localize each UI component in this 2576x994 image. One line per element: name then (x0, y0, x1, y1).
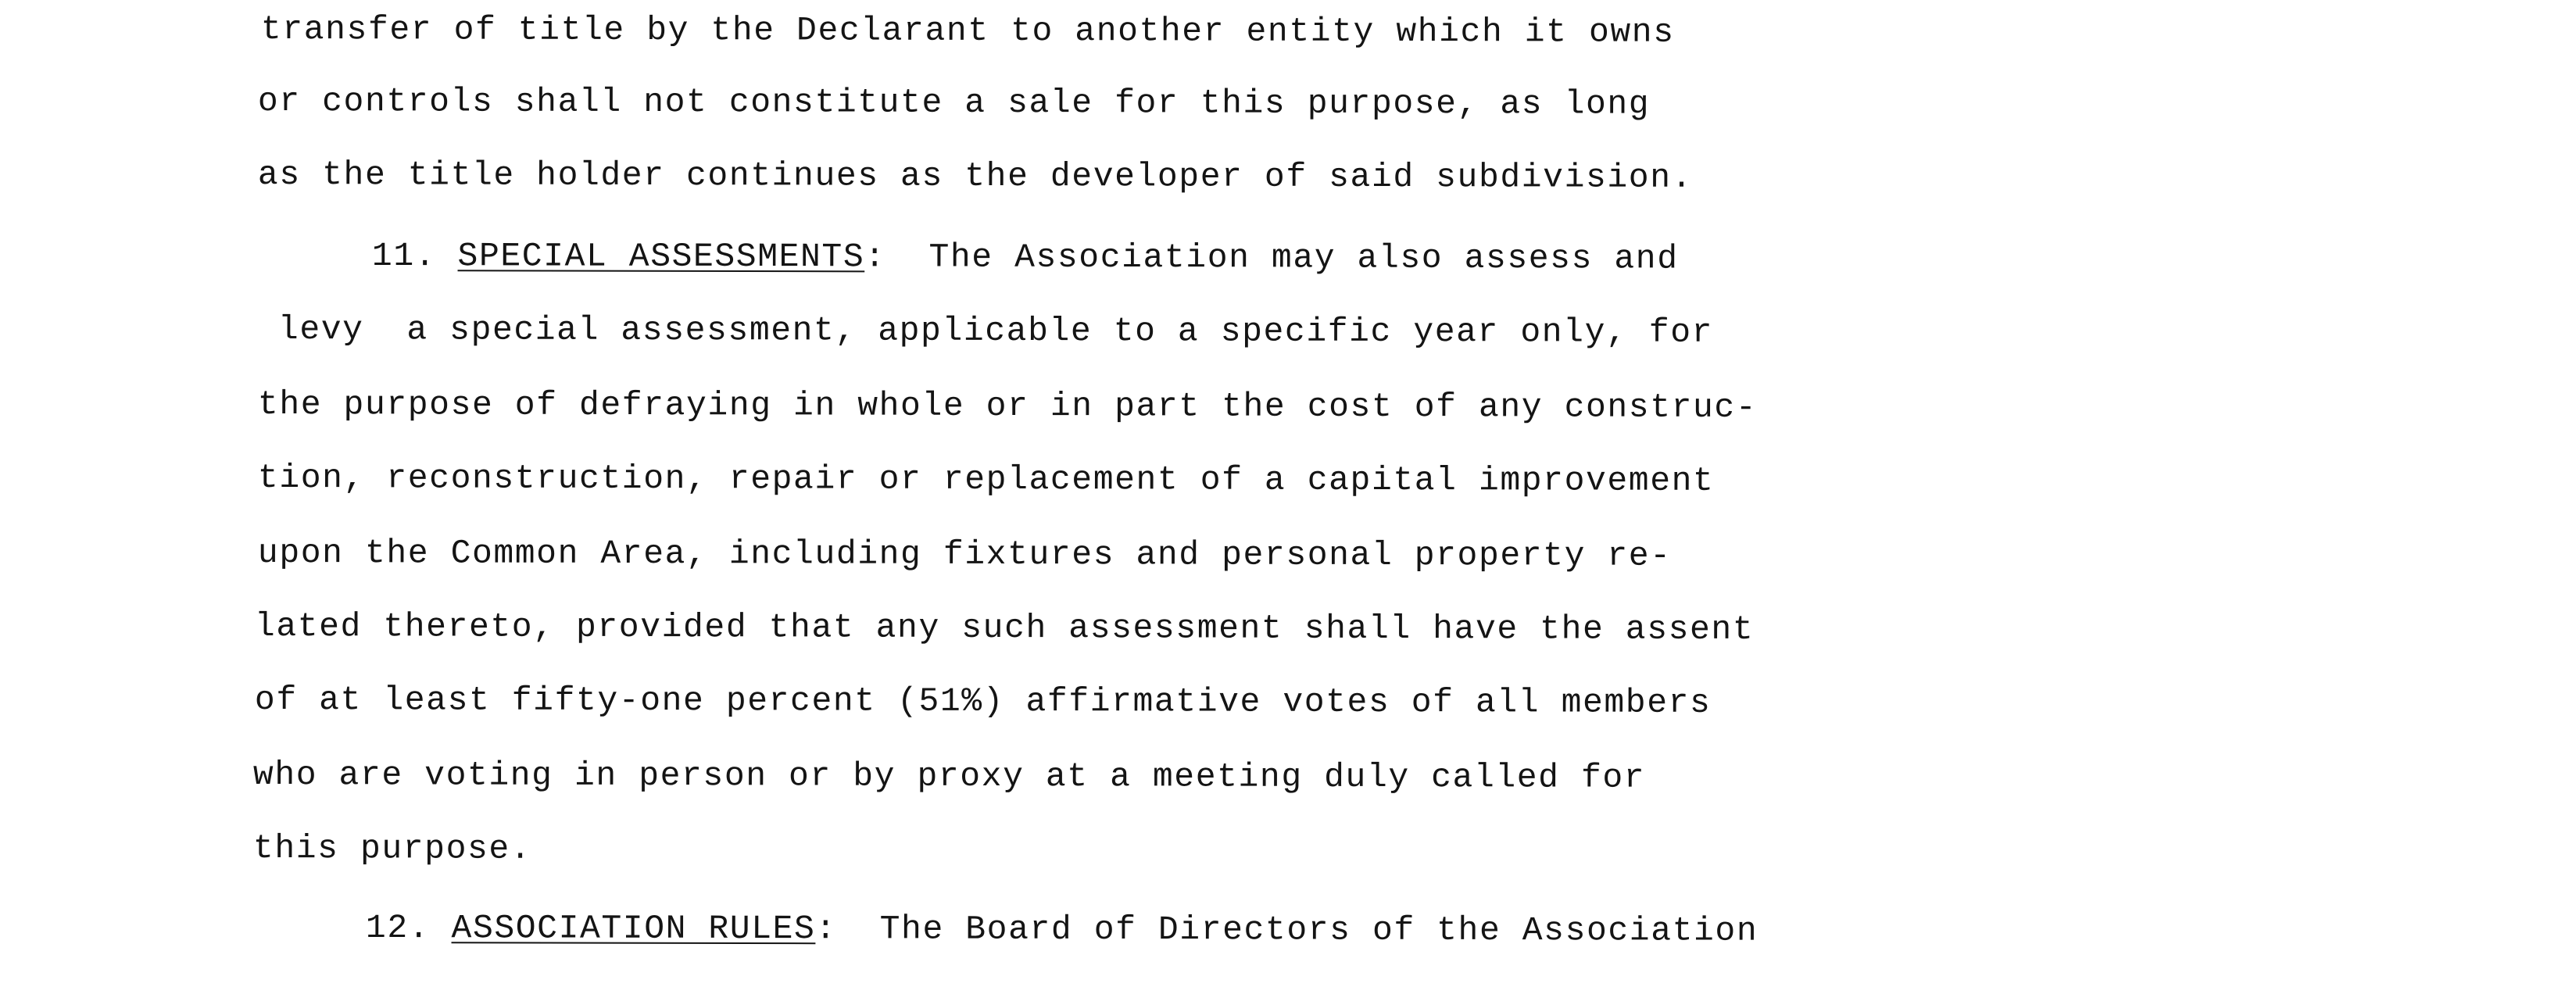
paragraph-line: transfer of title by the Declarant to another entity which it owns (260, 10, 1675, 52)
section-11-heading-line (372, 239, 1679, 276)
paragraph-line: upon the Common Area, including fixtures and personal property re- (257, 534, 1672, 575)
section-12-number: 12. (365, 909, 431, 948)
paragraph-line: who are voting in person or by proxy at a meeting duly called for (252, 756, 1646, 797)
paragraph-line: this purpose. (252, 829, 532, 868)
section-12-heading-line (366, 911, 1758, 948)
paragraph-line: as the title holder continues as the developer of said subdivision. (257, 156, 1694, 197)
section-11-number: 11. (371, 237, 437, 276)
paragraph-line: tion, reconstruction, repair or replacement of a capital improvement (257, 459, 1715, 500)
section-12-first-line: The Board of Directors of the Association (879, 910, 1758, 950)
paragraph-line: the purpose of defraying in whole or in part the cost of any construc- (257, 385, 1758, 427)
section-11-first-line: The Association may also assess and (928, 238, 1679, 278)
paragraph-line: levy a special assessment, applicable to a specific year only, for (277, 310, 1714, 352)
section-11-colon: : (864, 238, 886, 277)
section-12-colon: : (815, 910, 837, 949)
paragraph-line: or controls shall not constitute a sale for this purpose, as long (257, 82, 1651, 123)
paragraph-line: lated thereto, provided that any such assessment shall have the assent (254, 607, 1755, 649)
section-12-heading: ASSOCIATION RULES (451, 909, 816, 949)
paragraph-line: of at least fifty-one percent (51%) affirmative votes of all members (254, 681, 1712, 722)
section-11-heading: SPECIAL ASSESSMENTS (457, 237, 865, 277)
